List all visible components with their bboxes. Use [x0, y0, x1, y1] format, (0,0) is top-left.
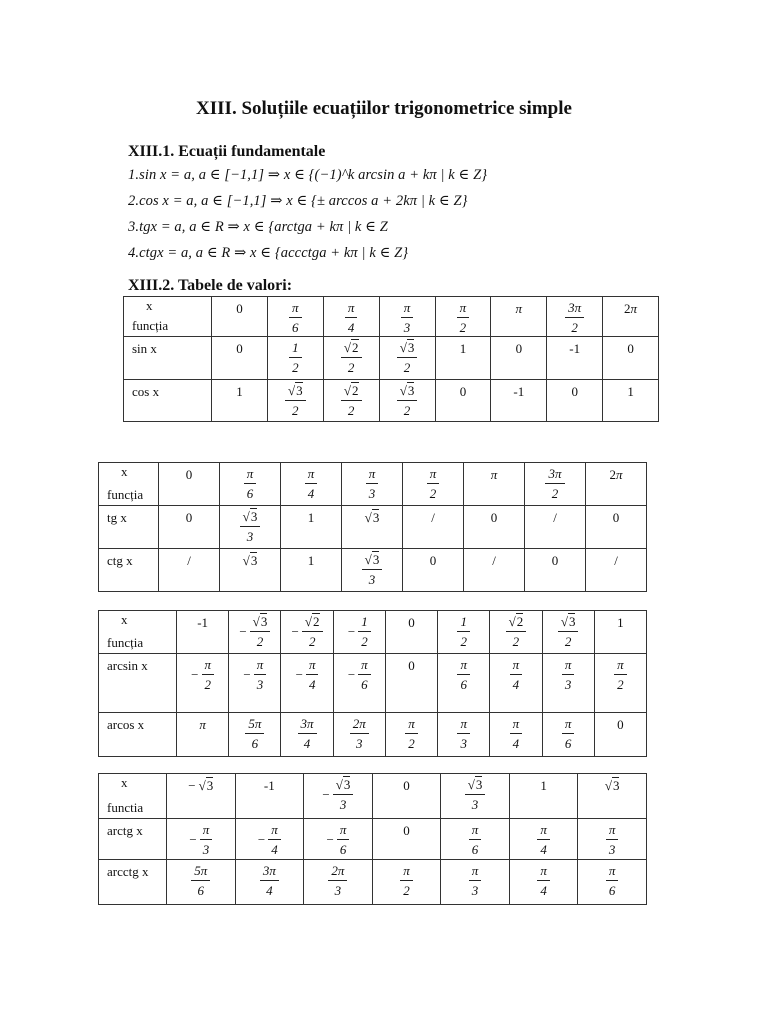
- table-cell: 0: [372, 819, 441, 860]
- table-cell: √ $\frac{2}{2}$: [323, 337, 379, 380]
- column-header: $\frac{\pi}{4}$: [323, 297, 379, 337]
- column-header: 0: [159, 463, 220, 506]
- row-label: cos x: [124, 380, 212, 422]
- table-header-row: [124, 297, 659, 337]
- table-cell: $\frac{\pi}{6}$: [438, 654, 490, 713]
- column-header: -1: [177, 611, 229, 654]
- column-header: 0: [212, 297, 268, 337]
- table-arctg-arcctg: [98, 773, 647, 905]
- table-cell: $\frac{\pi}{6}$: [578, 860, 647, 905]
- column-header: $\frac{\pi}{3}$: [342, 463, 403, 506]
- column-header: π: [491, 297, 547, 337]
- table-tg-ctg: [98, 462, 647, 592]
- table-cell: /: [586, 549, 647, 592]
- table-cell: $\frac{\pi}{3}$: [542, 654, 594, 713]
- column-header: $\frac{\pi}{6}$: [267, 297, 323, 337]
- column-header: $\frac{\pi}{3}$: [379, 297, 435, 337]
- table-cell: $\frac{1}{2}$: [267, 337, 323, 380]
- table-cell: /: [403, 506, 464, 549]
- table-cell: -1: [547, 337, 603, 380]
- formula-cos: 2.cos x = a, a ∈ [−1,1] ⇒ x ∈ {± arccos a + 2kπ | k ∈ Z}: [128, 193, 468, 209]
- row-label: sin x: [124, 337, 212, 380]
- table-cell: /: [464, 549, 525, 592]
- header-corner: [99, 463, 159, 506]
- table-row: [99, 860, 647, 905]
- table-cell: √ 3: [220, 549, 281, 592]
- row-label: tg x: [99, 506, 159, 549]
- table-cell: $\frac{\pi}{2}$: [594, 654, 646, 713]
- row-label: arcsin x: [99, 654, 177, 713]
- column-header: $\frac{1}{2}$: [438, 611, 490, 654]
- table-cell: $\frac{\pi}{3}$: [438, 713, 490, 757]
- table-header-row: [99, 463, 647, 506]
- header-x: x: [121, 464, 128, 479]
- formula-ctg: 4.ctgx = a, a ∈ R ⇒ x ∈ {accctga + kπ | k ∈ Z}: [128, 245, 409, 261]
- table-cell: − $\frac{\pi}{3}$: [229, 654, 281, 713]
- table-cell: 0: [435, 380, 491, 422]
- table-cell: $\frac{\pi}{4}$: [509, 819, 578, 860]
- table-cell: 0: [594, 713, 646, 757]
- table-cell: 0: [547, 380, 603, 422]
- column-header: 0: [385, 611, 437, 654]
- table-row: [99, 549, 647, 592]
- table-cell: 0: [603, 337, 659, 380]
- table-cell: 0: [385, 654, 437, 713]
- table-cell: 0: [491, 337, 547, 380]
- section-heading-tables: XIII.2. Tabele de valori:: [128, 277, 293, 294]
- table-cell: $\frac{\pi}{4}$: [509, 860, 578, 905]
- column-header: − $\frac{1}{2}$: [333, 611, 385, 654]
- column-header: − √ $\frac{3}{3}$: [304, 774, 373, 819]
- column-header: √ $\frac{2}{2}$: [490, 611, 542, 654]
- table-cell: 0: [159, 506, 220, 549]
- column-header: 2π: [603, 297, 659, 337]
- table-row: [99, 713, 647, 757]
- table-cell: $\frac{\pi}{6}$: [542, 713, 594, 757]
- table-cell: − $\frac{\pi}{3}$: [167, 819, 236, 860]
- row-label: arcctg x: [99, 860, 167, 905]
- table-cell: /: [525, 506, 586, 549]
- table-cell: $\frac{\pi}{6}$: [441, 819, 510, 860]
- table-header-row: [99, 611, 647, 654]
- table-cell: π: [177, 713, 229, 757]
- header-function: funcția: [107, 635, 144, 650]
- table-cell: $\frac{\pi}{4}$: [490, 713, 542, 757]
- table-cell: 1: [281, 506, 342, 549]
- table-cell: $\frac{\pi}{2}$: [385, 713, 437, 757]
- table-arcsin-arccos: [98, 610, 647, 757]
- table-cell: 0: [586, 506, 647, 549]
- page-title: XIII. Soluțiile ecuațiilor trigonometrice simple: [196, 98, 572, 119]
- column-header: π: [464, 463, 525, 506]
- table-cell: 1: [603, 380, 659, 422]
- table-cell: $\frac{\pi}{3}$: [578, 819, 647, 860]
- column-header: − √ $\frac{3}{2}$: [229, 611, 281, 654]
- column-header: $\frac{\pi}{2}$: [435, 297, 491, 337]
- table-cell: √ $\frac{3}{2}$: [267, 380, 323, 422]
- table-cell: 0: [525, 549, 586, 592]
- table-cell: $\frac{3\pi}{4}$: [281, 713, 333, 757]
- table-cell: $\frac{\pi}{4}$: [490, 654, 542, 713]
- table-cell: 1: [281, 549, 342, 592]
- header-function: functia: [107, 800, 144, 815]
- column-header: $\frac{\pi}{6}$: [220, 463, 281, 506]
- table-cell: $\frac{\pi}{2}$: [372, 860, 441, 905]
- table-header-row: [99, 774, 647, 819]
- column-header: 1: [594, 611, 646, 654]
- table-cell: 1: [212, 380, 268, 422]
- column-header: $\frac{\pi}{2}$: [403, 463, 464, 506]
- table-cell: − $\frac{\pi}{6}$: [333, 654, 385, 713]
- table-cell: $\frac{2\pi}{3}$: [333, 713, 385, 757]
- column-header: 1: [509, 774, 578, 819]
- table-cell: √ $\frac{3}{2}$: [379, 380, 435, 422]
- table-cell: − $\frac{\pi}{6}$: [304, 819, 373, 860]
- column-header: $\frac{3\pi}{2}$: [525, 463, 586, 506]
- column-header: √ $\frac{3}{3}$: [441, 774, 510, 819]
- column-header: $\frac{3\pi}{2}$: [547, 297, 603, 337]
- header-x: x: [121, 775, 128, 790]
- header-function: funcția: [132, 318, 169, 333]
- table-cell: $\frac{5\pi}{6}$: [229, 713, 281, 757]
- column-header: -1: [235, 774, 304, 819]
- table-sin-cos: [123, 296, 659, 422]
- row-label: arcos x: [99, 713, 177, 757]
- row-label: ctg x: [99, 549, 159, 592]
- table-cell: $\frac{5\pi}{6}$: [167, 860, 236, 905]
- header-x: x: [121, 612, 128, 627]
- table-cell: 0: [212, 337, 268, 380]
- column-header: √ 3: [578, 774, 647, 819]
- column-header: − √ 3: [167, 774, 236, 819]
- table-cell: − $\frac{\pi}{4}$: [281, 654, 333, 713]
- row-label: arctg x: [99, 819, 167, 860]
- table-cell: $\frac{3\pi}{4}$: [235, 860, 304, 905]
- table-cell: $\frac{2\pi}{3}$: [304, 860, 373, 905]
- column-header: 2π: [586, 463, 647, 506]
- header-function: funcția: [107, 487, 144, 502]
- header-corner: [99, 611, 177, 654]
- table-cell: -1: [491, 380, 547, 422]
- table-cell: 0: [403, 549, 464, 592]
- table-cell: √ $\frac{3}{3}$: [342, 549, 403, 592]
- table-cell: √ 3: [342, 506, 403, 549]
- table-cell: $\frac{\pi}{3}$: [441, 860, 510, 905]
- header-x: x: [146, 298, 153, 313]
- table-cell: − $\frac{\pi}{4}$: [235, 819, 304, 860]
- header-corner: [124, 297, 212, 337]
- table-row: [124, 380, 659, 422]
- formula-tg: 3.tgx = a, a ∈ R ⇒ x ∈ {arctga + kπ | k ∈ Z: [128, 219, 388, 235]
- header-corner: [99, 774, 167, 819]
- table-cell: √ $\frac{2}{2}$: [323, 380, 379, 422]
- table-row: [99, 819, 647, 860]
- column-header: − √ $\frac{2}{2}$: [281, 611, 333, 654]
- table-row: [124, 337, 659, 380]
- table-row: [99, 654, 647, 713]
- table-cell: √ $\frac{3}{3}$: [220, 506, 281, 549]
- formula-sin: 1.sin x = a, a ∈ [−1,1] ⇒ x ∈ {(−1)^k arcsin a + kπ | k ∈ Z}: [128, 167, 488, 183]
- table-row: [99, 506, 647, 549]
- table-cell: √ $\frac{3}{2}$: [379, 337, 435, 380]
- table-cell: /: [159, 549, 220, 592]
- column-header: 0: [372, 774, 441, 819]
- table-cell: − $\frac{\pi}{2}$: [177, 654, 229, 713]
- section-heading-fundamental: XIII.1. Ecuații fundamentale: [128, 143, 326, 160]
- table-cell: 1: [435, 337, 491, 380]
- table-cell: 0: [464, 506, 525, 549]
- column-header: $\frac{\pi}{4}$: [281, 463, 342, 506]
- column-header: √ $\frac{3}{2}$: [542, 611, 594, 654]
